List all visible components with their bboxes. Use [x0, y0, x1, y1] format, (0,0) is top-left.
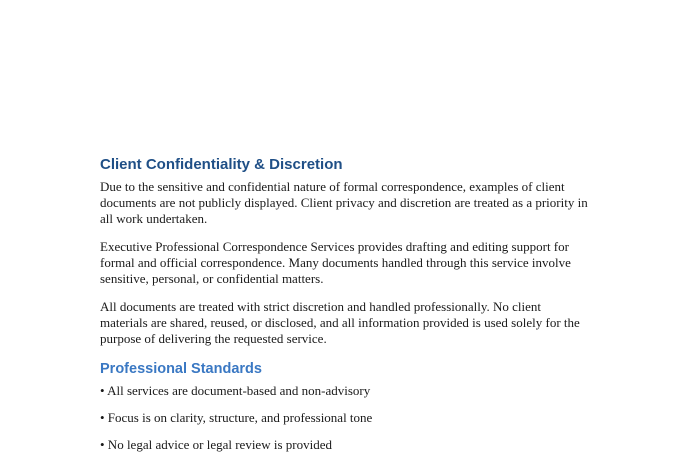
paragraph-services: Executive Professional Correspondence Services provides drafting and editing support for formal and official correspondence. Many documents handled through this service involve sensitive, personal, or confidential matters.: [100, 239, 571, 286]
document-body: [100, 155, 590, 459]
bullet-item: • Focus is on clarity, structure, and professional tone: [100, 410, 373, 425]
section-heading: Client Confidentiality & Discretion: [100, 156, 343, 173]
section-subheading: Professional Standards: [100, 361, 262, 377]
bullet-item: • No legal advice or legal review is provided: [100, 437, 332, 452]
paragraph-confidentiality: Due to the sensitive and confidential nature of formal correspondence, examples of client documents are not publicly displayed. Client privacy and discretion are treated as a priority in all work undertaken.: [100, 179, 588, 226]
paragraph-discretion: All documents are treated with strict discretion and handled professionally. No client materials are shared, reused, or disclosed, and all information provided is used solely for the purpose of delivering the requested service.: [100, 299, 580, 346]
bullet-item: • All services are document-based and non-advisory: [100, 383, 371, 398]
